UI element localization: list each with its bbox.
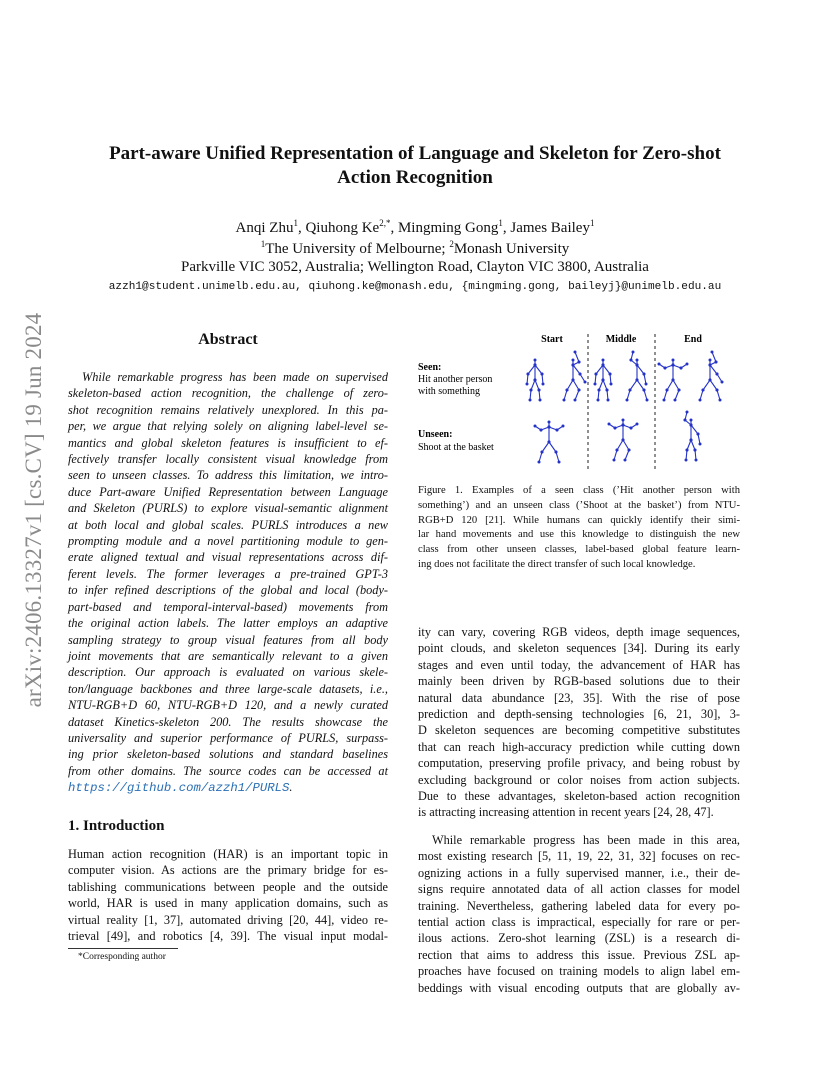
abstract-body xyxy=(68,369,388,797)
text-line: to infer refined descriptions of the global and local (body- xyxy=(68,583,388,598)
text-line: tential action class is impractical, especially for rare or per- xyxy=(418,915,740,930)
text-line: prompting module and a novel partitioning module to gen- xyxy=(68,534,388,549)
footnote-rule xyxy=(68,948,178,949)
text-line: D skeleton sequences are becoming competitive substitutes xyxy=(418,723,740,738)
text-line: ferent levels. The former leverages a pre-trained GPT-3 xyxy=(68,566,388,581)
skeleton-figure xyxy=(699,351,724,402)
text-line: Figure 1. Examples of a seen class (’Hit another person with xyxy=(418,485,740,496)
text-line: that can reach high-accuracy prediction while cutting down xyxy=(418,739,740,754)
intro-body-paragraph-2 xyxy=(418,832,740,996)
text-line: tablishing communications between people and the outside xyxy=(68,879,388,894)
text-line: seen to unseen classes. To address this limitation, we intro- xyxy=(68,468,388,483)
text-line: mainly been driven by RGB-based solutions due to their xyxy=(418,674,740,689)
intro-body-continued xyxy=(418,624,740,821)
author-name: Anqi Zhu xyxy=(235,220,294,236)
footnote: *Corresponding author xyxy=(78,952,166,962)
text-line: ognizing actions in a fully supervised manner, i.e., their de- xyxy=(418,865,740,880)
text-line: proaches have focused on training models to align label em- xyxy=(418,964,740,979)
text-line: per, we argue that relying solely on aligning label-level se- xyxy=(68,419,388,434)
unseen-label: Unseen: xyxy=(418,429,453,440)
author-name: Qiuhong Ke xyxy=(305,220,380,236)
text-line: NTU-RGB+D 60, NTU-RGB+D 120, and a newly curated xyxy=(68,698,388,713)
text-line: ton/language backbones and three large-scale datasets, i.e., xyxy=(68,681,388,696)
text-line: and Skeleton (PURLS) to explore visual-semantic alignment xyxy=(68,501,388,516)
text-line: excluding background or color noises from action subjects. xyxy=(418,772,740,787)
text-line: rection that aims to address this issue. Previous ZSL ap- xyxy=(418,947,740,962)
figure-col-start: Start xyxy=(541,334,563,345)
text-line: RGB+D 120 [21]. While humans can quickly identify their simi- xyxy=(418,514,740,526)
text-line: While remarkable progress has been made in this area, xyxy=(432,833,740,847)
text-line: point clouds, and skeleton sequences [34]. During its early xyxy=(418,641,740,656)
text-line: erate aligned textual and visual representations across dif- xyxy=(68,550,388,565)
text-line: duce Part-aware Unified Representation between Language xyxy=(68,484,388,499)
code-url-link[interactable]: https://github.com/azzh1/PURLS xyxy=(68,781,290,796)
text-line: lar hand movements and use this knowledge to distinguish the new xyxy=(418,529,740,541)
text-line: part-based and temporal-interval-based) movements from xyxy=(68,599,388,614)
text-line: prediction and depth-sensing technologies [6, 21, 30], 3- xyxy=(418,707,740,722)
text-line: ing does not facilitate the direct transfer of such local knowledge. xyxy=(418,558,696,570)
text-line: shot recognition remains relatively unexplored. In this pa- xyxy=(68,402,388,417)
skeleton-figure xyxy=(608,419,639,462)
skeleton-figure xyxy=(534,421,565,464)
skeleton-figure xyxy=(684,411,702,462)
skeleton-figure xyxy=(563,351,587,402)
abstract-heading: Abstract xyxy=(198,331,258,348)
seen-desc: with something xyxy=(418,386,480,397)
section-heading-introduction: 1. Introduction xyxy=(68,818,165,834)
text-line: from other domains. The source codes can be accessed at xyxy=(68,763,388,778)
text-line: Human action recognition (HAR) is an important topic in xyxy=(68,847,388,861)
skeleton-figure xyxy=(626,351,649,402)
author-name: James Bailey xyxy=(510,220,590,236)
seen-desc: Hit another person xyxy=(418,374,493,385)
text-line: beddings with visual encoding outputs that are globally av- xyxy=(418,980,740,995)
text-line: at both local and global scales. PURLS introduces a new xyxy=(68,517,388,532)
text-line: the original action labels. The latter employs an adaptive xyxy=(68,616,388,631)
paper-title: Part-aware Unified Representation of Language and Skeleton for Zero-shot Action Recognition xyxy=(109,143,721,188)
skeleton-figure xyxy=(526,359,545,402)
text-line: computation, preserving profile privacy, and being robust by xyxy=(418,756,740,771)
text-line: trieval [49], and robotics [4, 39]. The visual input modal- xyxy=(68,929,388,944)
text-line: skeleton-based action recognition, the challenge of zero- xyxy=(68,386,388,401)
text-line: world, HAR is used in many application domains, such as xyxy=(68,896,388,911)
text-line: ity can vary, covering RGB videos, depth image sequences, xyxy=(418,625,740,639)
text-line: Due to these advantages, skeleton-based action recognition xyxy=(418,789,740,804)
text-line: dataset Kinetics-skeleton 200. The results showcase the xyxy=(68,714,388,729)
unseen-desc: Shoot at the basket xyxy=(418,442,494,453)
text-line: something’) and an unseen class (’Shoot at the basket’) from NTU- xyxy=(418,499,740,511)
author-list: Anqi Zhu$^1$, Qiuhong $Ke^{2,*}$, Mingming Gong$^1$, James Bailey$^1$ xyxy=(235,218,595,236)
text-line: most existing research [5, 11, 19, 22, 31, 32] focuses on rec- xyxy=(418,849,740,864)
seen-label: Seen: xyxy=(418,362,442,373)
text-line: joint movements that are semantically relevant to a given xyxy=(68,648,388,663)
text-line: virtual reality [1, 37], automated driving [20, 44], video re- xyxy=(68,912,388,927)
text-line: class from other unseen classes, label-based global feature learn- xyxy=(418,544,740,556)
intro-body xyxy=(68,846,388,944)
figure-1 xyxy=(415,328,745,473)
skeleton-figure xyxy=(658,359,689,402)
text-line: natural data abundance [23, 35]. With the rise of pose xyxy=(418,690,740,705)
figure-col-middle: Middle xyxy=(605,334,637,345)
text-line: sampling strategy to group visual features from all body xyxy=(68,632,388,647)
text-line: ing prior skeleton-based solutions and standard baselines xyxy=(68,747,388,762)
text-line: training. Nevertheless, gathering labeled data for every po- xyxy=(418,898,740,913)
author-emails: azzh1@student.unimelb.edu.au, qiuhong.ke@monash.edu, {mingming.gong, baileyj}@unimelb.edu.au xyxy=(108,281,722,293)
text-line: signs require annotated data of all action classes for model xyxy=(418,882,740,897)
figure-col-end: End xyxy=(684,334,702,345)
text-line: is attracting increasing attention in recent years [24, 28, 47]. xyxy=(418,805,714,820)
text-line: fectively transfer locally consistent visual knowledge from xyxy=(68,452,388,467)
text-line: ilous actions. Zero-shot learning (ZSL) is a research di- xyxy=(418,931,740,946)
affiliations: $^1$The University of Melbourne; $^2$Monash University xyxy=(260,239,570,257)
arxiv-stamp: arXiv:2406.13327v1 [cs.CV] 19 Jun 2024 xyxy=(21,312,46,708)
text-line: While remarkable progress has been made on supervised xyxy=(82,370,388,384)
text-line: description. Our approach is evaluated on various skele- xyxy=(68,665,388,680)
text-line: universality and superior performance of PURLS, surpass- xyxy=(68,730,388,745)
figure-1-caption xyxy=(418,484,740,573)
author-name: Mingming Gong xyxy=(397,220,499,236)
address: Parkville VIC 3052, Australia; Wellington Road, Clayton VIC 3800, Australia xyxy=(181,259,649,275)
text-line: mantics and global skeleton features is insufficient to ef- xyxy=(68,435,388,450)
url-punct: . xyxy=(289,780,293,795)
text-line: computer vision. As actions are the primary bridge for es- xyxy=(68,863,388,878)
text-line: stages and even until today, the advancement of HAR has xyxy=(418,657,740,672)
skeleton-figure xyxy=(594,359,613,402)
